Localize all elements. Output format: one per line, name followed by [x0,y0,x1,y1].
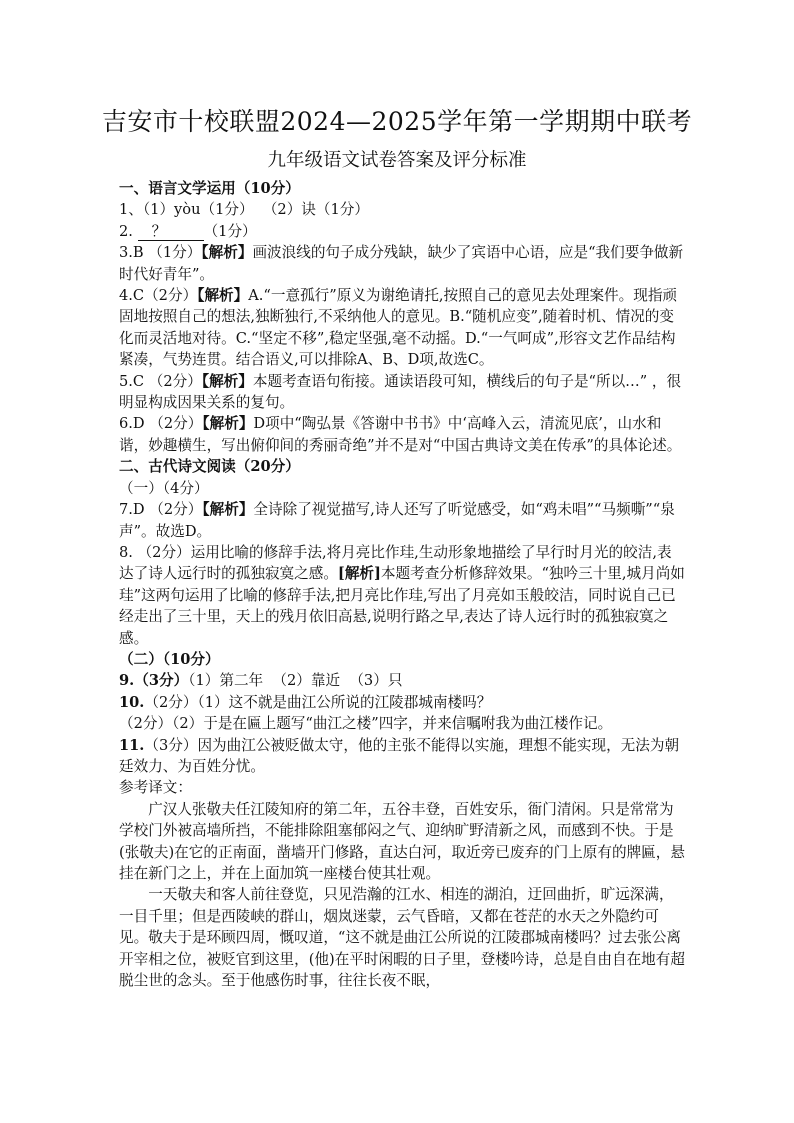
answer-q5 [119,371,685,414]
q6-text: D项中“陶弘景《答谢中书书》中‘高峰入云，清流见底’，山水和谐，妙趣横生，写出俯仰间的秀丽奇绝”并不是对“中国古典诗文美在传承”的具体论述。 [119,415,682,454]
part-2-heading: （二）（10分） [119,650,220,668]
q4-text: A.“一意孤行”原义为谢绝请托,按照自己的意见去处理案件。现指顽固地按照自己的想法,独断独行,不采纳他人的意见。B.“随机应变”,随着时机、情况的变化而灵活地对待。C.“坚定不移”,稳定坚强,毫不动摇。D.“一气呵成”,形容文艺作品结构紧凑，气势连贯。结合语义,可以排除A、B、D项,故选C。 [119,287,678,369]
q3-text: 画波浪线的句子成分残缺，缺少了宾语中心语，应是“我们要争做新时代好青年”。 [119,244,684,283]
answer-q4 [119,285,685,371]
section-heading-1: 一、语言文学运用（10分） [119,180,300,197]
section-heading-2: 二、古代诗文阅读（20分） [119,458,300,476]
q5-text: 本题考查语句衔接。通读语段可知，横线后的句子是“所以…” ，很明显构成因果关系的复句。 [119,372,682,412]
q9-prefix: 9.（3分） [119,672,189,690]
q5-prefix: 5.C （2分） [119,372,202,390]
answer-q10 [119,692,685,713]
answer-q3 [119,242,685,285]
q11-text: （3分）因为曲江公被贬做太守，他的主张不能得以实施，理想不能实现，无法为朝廷效力、为百姓分忧。 [119,736,680,775]
answer-q6 [119,413,685,456]
translation-paragraph-2: 一天敬夫和客人前往登览，只见浩瀚的江水、相连的湖泊，迂回曲折，旷远深满，一目千里；但是西陵峡的群山，烟岚迷蒙，云气昏暗，又都在苍茫的水天之外隐约可见。敬夫于是环顾四周，慨叹道，“这不就是曲江公所说的江陵郡城南楼吗？过去张公离开宰相之位，被贬官到这里，(他)在平时闲暇的日子里，登楼吟诗，总是自由自在地有超脱尘世的念头。至于他感伤时事，往往长夜不眠， [119,886,685,990]
answer-q8 [119,542,685,649]
q2-blank: ？ [138,224,204,241]
page-subtitle: 九年级语文试卷答案及评分标准 [267,150,527,171]
q11-prefix: 11. [119,736,145,754]
q10-prefix: 10. [119,693,145,711]
q8-text: 本题考查分析修辞效果。“独吟三十里,城月尚如珪”这两句运用了比喻的修辞手法,把月亮比作珪,写出了月亮如玉般皎洁，同时说自己已经走出了三十里，天上的残月依旧高悬,说明行路之早,表达了诗人远行时的孤独寂寞之感。 [119,565,685,647]
q4-prefix: 4.C（2分） [119,287,198,305]
page-title: 吉安市十校联盟2024—2025学年第一学期期中联考 [101,107,693,136]
answer-q9 [119,670,685,691]
q5-analysis-tag: 【解析】 [201,372,253,390]
answer-q2 [119,221,685,242]
reference-translation-label: 参考译文： [119,779,192,797]
q6-prefix: 6.D （2分） [119,415,203,433]
answer-q10-part2: （2分）（2）于是在匾上题写“曲江之楼”四字，并来信嘱咐我为曲江楼作记。 [119,715,613,733]
q7-analysis-tag: 【解析】 [202,501,254,519]
document-body [119,178,685,991]
answer-q7 [119,499,685,542]
q6-analysis-tag: 【解析】 [202,415,254,433]
q2-number: 2. [119,222,133,240]
answer-q1: 1、（1）yòu（1分） （2）诀（1分） [119,201,369,219]
answer-q11 [119,735,685,778]
q3-analysis-tag: 【解析】 [201,244,253,262]
translation-paragraph-1: 广汉人张敬夫任江陵知府的第二年，五谷丰登，百姓安乐，衙门清闲。只是常常为学校门外被高墙所挡，不能排除阻塞郁闷之气、迎纳旷野清新之风，而感到不快。于是(张敬夫)在它的正南面，凿墙开门修路，直达白河，取近旁已废弃的门上原有的牌匾，悬挂在新门之上，并在上面加筑一座楼台使其壮观。 [119,800,685,882]
q8-analysis-tag: [解析] [337,565,381,583]
q4-analysis-tag: 【解析】 [197,287,249,305]
q10-text: （2分）（1）这不就是曲江公所说的江陵郡城南楼吗？ [144,693,492,711]
q8-prefix: 8. （2分）运用比喻的修辞手法,将月亮比作珪,生动形象地描绘了早行时月光的皎洁,表达了诗人远行时的孤独寂寞之感。 [119,543,672,583]
q3-prefix: 3.B （1分） [119,244,202,262]
part-1-heading: （一）（4分） [119,479,209,497]
q9-text: （1）第二年 （2）靠近 （3）只 [188,672,403,690]
q7-prefix: 7.D （2分） [119,501,203,519]
q2-score: （1分） [203,222,257,240]
q7-text: 全诗除了视觉描写,诗人还写了听觉感受，如“鸡未唱”“马频嘶”“泉声”。故选D。 [119,501,675,540]
